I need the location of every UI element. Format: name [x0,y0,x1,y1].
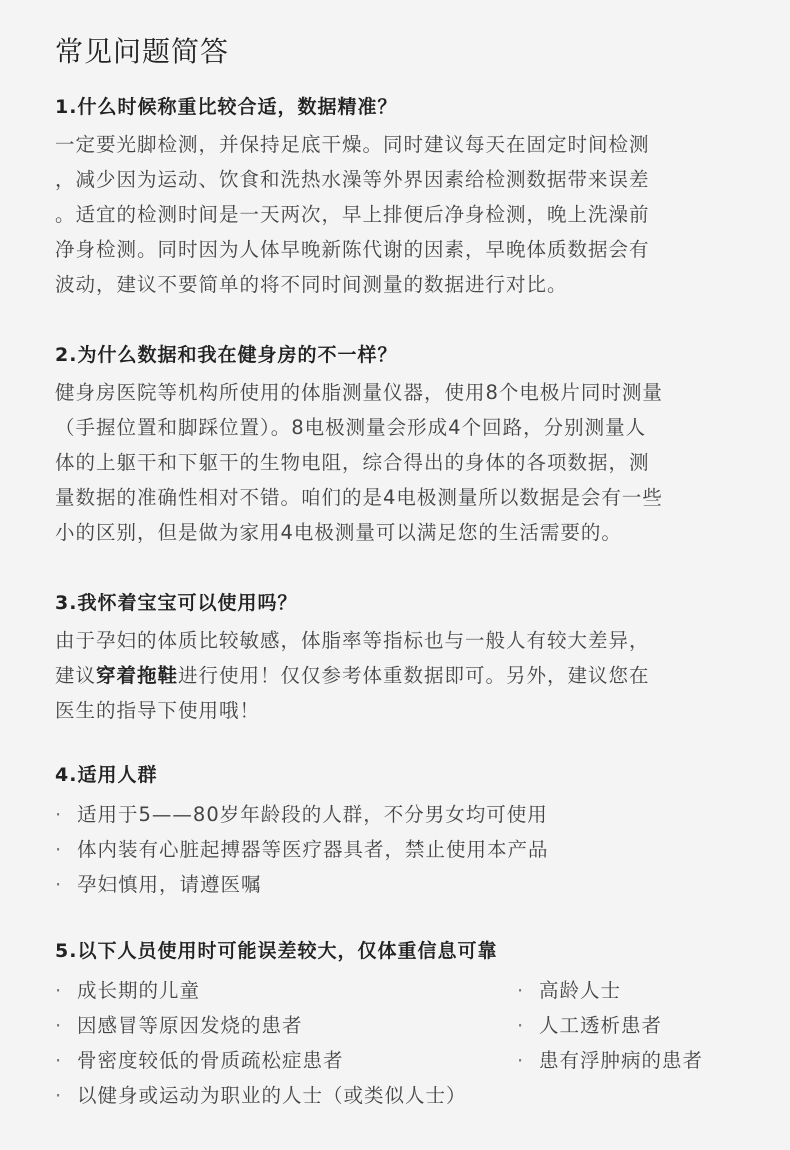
faq-section-3 [55,588,745,728]
bullet-icon: · [55,803,63,826]
faq-section-5 [55,936,745,1113]
answer-line: 净身检测。同时因为人体早晚新陈代谢的因素，早晚体质数据会有 [55,238,650,261]
bullet-icon: · [55,873,63,896]
answer-line: （手握位置和脚踩位置）。8电极测量会形成4个回路，分别测量人 [55,416,647,439]
list-item: · 适用于5——80岁年龄段的人群，不分男女均可使用 [55,797,745,832]
bullet-icon: · [55,1084,63,1107]
emphasis-text: 拖鞋 [137,664,179,687]
bullet-icon: · [517,1014,525,1037]
faq-section-4 [55,760,745,902]
answer-line [55,658,745,693]
answer-line: 量数据的准确性相对不错。咱们的是4电极测量所以数据是会有一些 [55,486,663,509]
question-2: 2.为什么数据和我在健身房的不一样？ [55,344,398,366]
list-item: · 高龄人士 [517,973,747,1008]
answer-line: 小的区别，但是做为家用4电极测量可以满足您的生活需要的。 [55,521,622,544]
text-run: 进行使用！仅仅参考体重数据即可。另外，建议您在 [178,664,650,687]
bullet-icon: · [55,1014,63,1037]
answer-line: 健身房医院等机构所使用的体脂测量仪器，使用8个电极片同时测量 [55,381,663,404]
faq-section-2 [55,340,745,550]
bullet-icon: · [517,979,525,1002]
answer-3 [55,623,745,728]
answer-line: 医生的指导下使用哦！ [55,699,261,722]
list-item: · 成长期的儿童 [55,973,517,1008]
answer-2 [55,375,745,550]
answer-line: ，减少因为运动、饮食和洗热水澡等外界因素给检测数据带来误差 [55,168,650,191]
page-title: 常见问题简答 [55,35,230,68]
text-run: 建议 [55,664,97,687]
question-5: 5.以下人员使用时可能误差较大，仅体重信息可靠 [55,940,498,962]
list-item: · 因感冒等原因发烧的患者 [55,1008,517,1043]
bullet-icon: · [55,979,63,1002]
bullet-icon: · [55,1049,63,1072]
answer-line: 由于孕妇的体质比较敏感，体脂率等指标也与一般人有较大差异， [55,629,650,652]
list-item: · 人工透析患者 [517,1008,747,1043]
answer-line: 波动，建议不要简单的将不同时间测量的数据进行对比。 [55,273,568,296]
error-prone-list [55,973,745,1113]
list-item: · 以健身或运动为职业的人士（或类似人士） [55,1078,517,1113]
faq-section-1 [55,92,745,302]
answer-line: 一定要光脚检测，并保持足底干燥。同时建议每天在固定时间检测 [55,133,650,156]
list-item: · 体内装有心脏起搏器等医疗器具者，禁止使用本产品 [55,832,745,867]
bullet-icon: · [517,1049,525,1072]
list-item: · 孕妇慎用，请遵医嘱 [55,867,745,902]
list-item: · 患有浮肿病的患者 [517,1043,747,1078]
answer-1 [55,127,745,302]
question-1: 1.什么时候称重比较合适，数据精准？ [55,96,398,118]
question-3: 3.我怀着宝宝可以使用吗？ [55,592,298,614]
answer-line: 体的上躯干和下躯干的生物电阻，综合得出的身体的各项数据，测 [55,451,650,474]
question-4: 4.适用人群 [55,764,158,786]
emphasis-text: 穿着 [96,664,138,687]
list-item: · 骨密度较低的骨质疏松症患者 [55,1043,517,1078]
applicable-list [55,797,745,902]
bullet-icon: · [55,838,63,861]
answer-line: 。适宜的检测时间是一天两次，早上排便后净身检测，晚上洗澡前 [55,203,650,226]
